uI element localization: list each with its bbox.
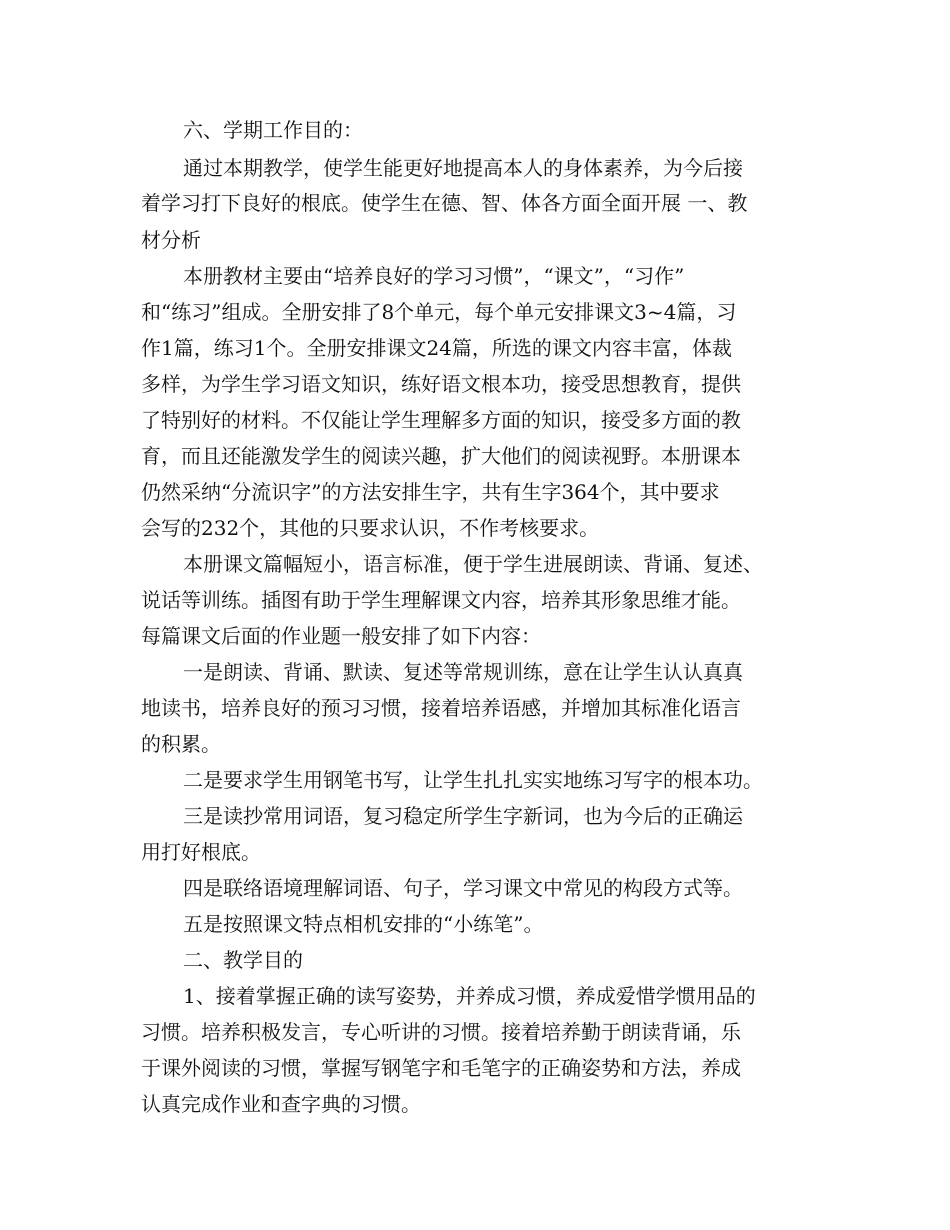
section-heading-objectives: 二、教学目的: [183, 948, 303, 972]
text-line: 四是联络语境理解词语、句子，学习课文中常见的构段方式等。: [183, 876, 743, 900]
text-line: 说话等训练。插图有助于学生理解课文内容，培养其形象思维才能。: [141, 588, 741, 612]
text-line: 了特别好的材料。不仅能让学生理解多方面的知识，接受多方面的教: [141, 408, 741, 432]
text-line: 通过本期教学，使学生能更好地提高本人的身体素养，为今后接: [183, 156, 743, 180]
text-line: 一是朗读、背诵、默读、复述等常规训练，意在让学生认认真真: [183, 660, 743, 684]
text-line: 本册教材主要由“培养良好的学习习惯”，“课文”，“习作”: [183, 264, 685, 288]
text-line: 的积累。: [141, 732, 221, 756]
text-line: 作1篇，练习1个。全册安排课文24篇，所选的课文内容丰富，体裁: [141, 336, 732, 360]
text-line: 于课外阅读的习惯，掌握写钢笔字和毛笔字的正确姿势和方法，养成: [141, 1056, 741, 1080]
text-line: 地读书，培养良好的预习习惯，接着培养语感，并增加其标准化语言: [141, 696, 741, 720]
text-line: 育，而且还能激发学生的阅读兴趣，扩大他们的阅读视野。本册课本: [141, 444, 741, 468]
text-line: 五是按照课文特点相机安排的“小练笔”。: [183, 912, 544, 936]
text-line: 着学习打下良好的根底。使学生在德、智、体各方面全面开展 一、教: [141, 191, 748, 215]
text-line: 习惯。培养积极发言，专心听讲的习惯。接着培养勤于朗读背诵，乐: [141, 1020, 741, 1044]
text-line: 和“练习”组成。全册安排了8个单元，每个单元安排课文3~4篇，习: [141, 300, 737, 324]
text-line: 每篇课文后面的作业题一般安排了如下内容：: [141, 624, 541, 648]
text-line: 会写的232个，其他的只要求认识，不作考核要求。: [141, 516, 600, 540]
text-line: 多样，为学生学习语文知识，练好语文根本功，接受思想教育，提供: [141, 372, 741, 396]
text-line: 认真完成作业和查字典的习惯。: [141, 1092, 421, 1116]
text-line: 1、接着掌握正确的读写姿势，并养成习惯，养成爱惜学惯用品的: [183, 984, 756, 1008]
text-line: 仍然采纳“分流识字”的方法安排生字，共有生字364个，其中要求: [141, 480, 720, 504]
text-line: 本册课文篇幅短小，语言标准，便于学生进展朗读、背诵、复述、: [183, 552, 763, 576]
section-heading-goals: 六、学期工作目的：: [183, 118, 363, 142]
text-line: 二是要求学生用钢笔书写，让学生扎扎实实地练习写字的根本功。: [183, 768, 763, 792]
text-line: 三是读抄常用词语，复习稳定所学生字新词，也为今后的正确运: [183, 804, 743, 828]
text-line: 材分析: [141, 228, 201, 252]
text-line: 用打好根底。: [141, 840, 261, 864]
